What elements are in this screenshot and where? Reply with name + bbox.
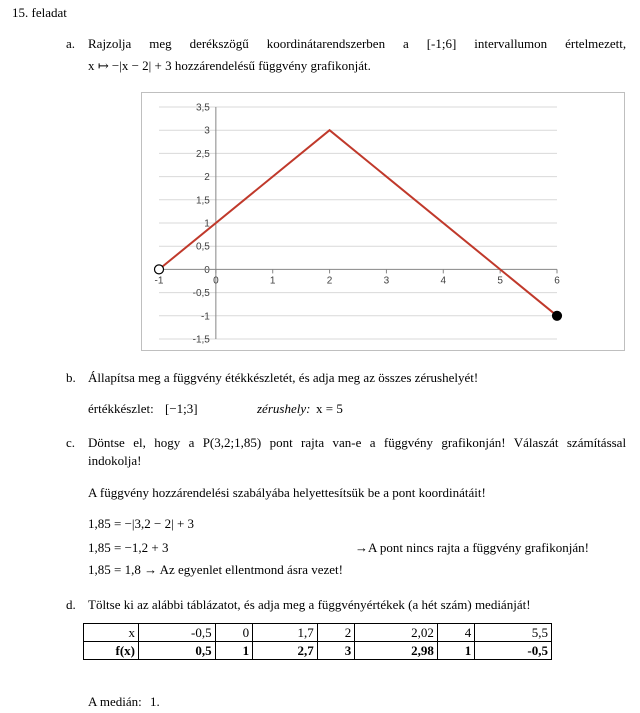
part-a-question-line1 (88, 36, 626, 52)
zero-value: x = 5 (316, 401, 343, 416)
table-cell: 5,5 (475, 624, 552, 642)
word: a (188, 435, 195, 450)
x-tick-label: 1 (269, 275, 276, 287)
word: Rajzolja (88, 36, 132, 51)
y-tick-label: 2,5 (195, 148, 210, 160)
table-cell: 3 (317, 642, 354, 660)
x-tick-label: 0 (213, 275, 219, 287)
range-label: értékkészlet: (88, 401, 154, 416)
word: a (369, 435, 376, 450)
table-cell: -0,5 (475, 642, 552, 660)
x-tick-label: 3 (383, 275, 390, 287)
equation-2: 1,85 = −1,2 + 3 (88, 540, 169, 555)
x-tick-label: 6 (554, 275, 560, 287)
closed-endpoint (553, 311, 562, 320)
y-tick-label: 1,5 (195, 195, 210, 207)
y-tick-label: 0,5 (195, 241, 210, 253)
equation-1: 1,85 = −|3,2 − 2| + 3 (88, 516, 195, 531)
part-c-question-line1 (88, 435, 626, 451)
x-tick-label: 4 (440, 275, 447, 287)
function-graph (142, 93, 624, 350)
y-tick-label: -0,5 (192, 288, 210, 300)
word: függvény (383, 435, 433, 450)
word: koordinátarendszerben (266, 36, 386, 51)
x-tick-label: 2 (326, 275, 333, 287)
word: van-e (332, 435, 362, 450)
x-tick-label: -1 (154, 275, 164, 287)
part-d-question: Töltse ki az alábbi táblázatot, és adja meg a függvényértékek (a hét szám) mediánját! (88, 597, 531, 612)
range-value: [−1;3] (165, 401, 198, 416)
table-cell: 2 (317, 624, 354, 642)
word: Válaszát (513, 435, 559, 450)
word: értelmezett, (565, 36, 627, 51)
x-tick-label: 5 (497, 275, 503, 287)
table-header-fx: f(x) (84, 642, 139, 660)
y-tick-label: -1,5 (192, 334, 210, 346)
word: grafikonján! (441, 435, 506, 450)
word: el, (133, 435, 146, 450)
part-d-letter: d. (66, 597, 76, 612)
y-tick-label: 3,5 (195, 102, 210, 114)
word: derékszögű (189, 36, 249, 51)
interval: [-1;6] (426, 36, 457, 51)
chart-frame (141, 92, 625, 351)
median-label: A medián: (88, 694, 142, 709)
table-cell: 1 (215, 642, 252, 660)
point: P(3,2;1,85) (202, 435, 262, 450)
table-cell: 1,7 (253, 624, 318, 642)
table-cell: 2,98 (355, 642, 438, 660)
word: hogy (154, 435, 181, 450)
table-cell: 2,7 (253, 642, 318, 660)
part-c-instruction: A függvény hozzárendelési szabályába helyettesítsük be a pont koordinátáit! (88, 485, 486, 500)
table-cell: 0,5 (139, 642, 216, 660)
zero-label: zérushely: (257, 401, 311, 416)
table-cell: 1 (437, 642, 474, 660)
value-table (83, 623, 552, 660)
word: meg (149, 36, 172, 51)
y-tick-label: -1 (200, 311, 210, 323)
y-tick-label: 1 (204, 218, 210, 230)
y-tick-label: 3 (204, 125, 210, 137)
word: intervallumon (474, 36, 548, 51)
conclusion: →A pont nincs rajta a függvény grafikonján! (355, 540, 589, 555)
part-b-question: Állapítsa meg a függvény étékkészletét, és adja meg az összes zérushelyét! (88, 370, 479, 385)
part-c-letter: c. (66, 435, 76, 450)
part-a-question-line2: x ↦ −|x − 2| + 3 hozzárendelésű függvény grafikonját. (88, 58, 371, 73)
task-title: 15. feladat (12, 5, 67, 20)
y-tick-label: 2 (204, 172, 210, 184)
part-b-letter: b. (66, 370, 76, 385)
word: Döntse (88, 435, 125, 450)
median-value: 1. (150, 694, 160, 709)
table-cell: 2,02 (355, 624, 438, 642)
table-cell: -0,5 (139, 624, 216, 642)
part-a-letter: a. (66, 36, 76, 51)
word: a (403, 36, 409, 51)
open-endpoint (155, 265, 164, 274)
y-tick-label: 0 (204, 264, 210, 276)
table-header-x: x (84, 624, 139, 642)
table-cell: 0 (215, 624, 252, 642)
table-cell: 4 (437, 624, 474, 642)
part-c-question-line2: indokolja! (88, 453, 142, 468)
equation-3: 1,85 = 1,8 → Az egyenlet ellentmond ásra vezet! (88, 562, 343, 577)
table-row-x (84, 624, 552, 642)
word: számítással (566, 435, 627, 450)
table-row-fx (84, 642, 552, 660)
word: rajta (301, 435, 325, 450)
word: pont (269, 435, 293, 450)
